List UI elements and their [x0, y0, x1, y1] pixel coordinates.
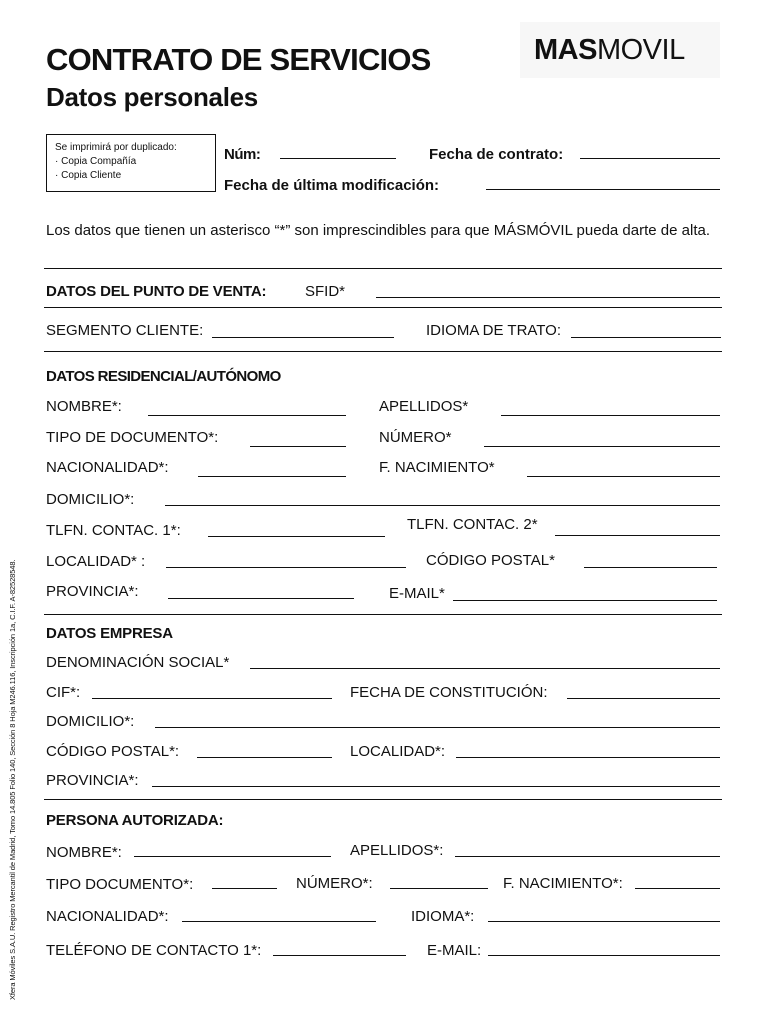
apellidos-field[interactable] — [501, 415, 720, 416]
autorizada-email-label: E-MAIL: — [427, 942, 482, 959]
tlfn1-field[interactable] — [208, 536, 385, 537]
domicilio-label: DOMICILIO*: — [46, 491, 135, 508]
codigo-postal-label: CÓDIGO POSTAL* — [426, 552, 555, 569]
autorizada-tipo-documento-field[interactable] — [212, 888, 277, 889]
idioma-trato-field[interactable] — [571, 337, 721, 338]
num-field[interactable] — [280, 158, 396, 159]
fecha-contrato-label: Fecha de contrato: — [429, 146, 564, 163]
autorizada-nombre-label: NOMBRE*: — [46, 844, 122, 861]
provincia-field[interactable] — [168, 598, 354, 599]
duplicate-notice-line: · Copia Cliente — [55, 170, 122, 181]
logo-light-text: MOVIL — [596, 34, 685, 66]
fecha-modificacion-label: Fecha de última modificación: — [224, 177, 440, 194]
apellidos-label: APELLIDOS* — [379, 398, 469, 415]
autorizada-f-nacimiento-label: F. NACIMIENTO*: — [503, 875, 623, 892]
sfid-label: SFID* — [305, 283, 346, 300]
fecha-constitucion-label: FECHA DE CONSTITUCIÓN: — [350, 684, 548, 701]
fecha-contrato-field[interactable] — [580, 158, 720, 159]
nacionalidad-field[interactable] — [198, 476, 346, 477]
autorizada-numero-field[interactable] — [390, 888, 488, 889]
cif-label: CIF*: — [46, 684, 81, 701]
codigo-postal-field[interactable] — [584, 567, 717, 568]
section-divider — [44, 614, 722, 615]
intro-text: Los datos que tienen un asterisco “*” son imprescindibles para que MÁSMÓVIL pueda darte de alta. — [46, 222, 710, 239]
nacionalidad-label: NACIONALIDAD*: — [46, 459, 169, 476]
section-divider — [44, 351, 722, 352]
section-divider — [44, 799, 722, 800]
domicilio-field[interactable] — [165, 505, 720, 506]
document-subtitle: Datos personales — [46, 82, 258, 112]
denominacion-label: DENOMINACIÓN SOCIAL* — [46, 654, 230, 671]
autorizada-telefono-field[interactable] — [273, 955, 406, 956]
masmovil-logo — [520, 22, 720, 78]
autorizada-nacionalidad-field[interactable] — [182, 921, 376, 922]
autorizada-nacionalidad-label: NACIONALIDAD*: — [46, 908, 169, 925]
autorizada-idioma-field[interactable] — [488, 921, 720, 922]
duplicate-notice-line: Se imprimirá por duplicado: — [55, 142, 177, 153]
numero-field[interactable] — [484, 446, 720, 447]
autorizada-tipo-documento-label: TIPO DOCUMENTO*: — [46, 876, 194, 893]
autorizada-numero-label: NÚMERO*: — [296, 875, 373, 892]
duplicate-notice-line: · Copia Compañía — [55, 156, 137, 167]
autorizada-idioma-label: IDIOMA*: — [411, 908, 475, 925]
section-divider — [44, 268, 722, 269]
legal-side-text: Xfera Móviles S.A.U. Registro Mercantil de Madrid, Tomo 14.805 Folio 140, Sección 8 Hoja M246.116, Inscripción 1a, C.I.F. A-82528548. — [8, 559, 17, 1000]
idioma-trato-label: IDIOMA DE TRATO: — [426, 322, 562, 339]
empresa-localidad-field[interactable] — [456, 757, 720, 758]
autorizada-telefono-label: TELÉFONO DE CONTACTO 1*: — [46, 942, 262, 959]
duplicate-notice-box — [46, 134, 216, 192]
fecha-constitucion-field[interactable] — [567, 698, 720, 699]
tlfn1-label: TLFN. CONTAC. 1*: — [46, 522, 181, 539]
nombre-label: NOMBRE*: — [46, 398, 122, 415]
nombre-field[interactable] — [148, 415, 346, 416]
num-label: Núm: — [224, 146, 261, 163]
f-nacimiento-label: F. NACIMIENTO* — [379, 459, 495, 476]
segmento-label: SEGMENTO CLIENTE: — [46, 322, 204, 339]
empresa-heading: DATOS EMPRESA — [46, 625, 173, 642]
cif-field[interactable] — [92, 698, 332, 699]
autorizada-apellidos-label: APELLIDOS*: — [350, 842, 444, 859]
localidad-field[interactable] — [166, 567, 406, 568]
empresa-provincia-label: PROVINCIA*: — [46, 772, 139, 789]
empresa-provincia-field[interactable] — [152, 786, 720, 787]
tlfn2-label: TLFN. CONTAC. 2* — [407, 516, 538, 533]
tipo-documento-label: TIPO DE DOCUMENTO*: — [46, 429, 219, 446]
punto-venta-heading: DATOS DEL PUNTO DE VENTA: — [46, 283, 267, 300]
autorizada-email-field[interactable] — [488, 955, 720, 956]
numero-label: NÚMERO* — [379, 429, 452, 446]
empresa-codigo-postal-label: CÓDIGO POSTAL*: — [46, 743, 180, 760]
denominacion-field[interactable] — [250, 668, 720, 669]
empresa-codigo-postal-field[interactable] — [197, 757, 332, 758]
empresa-domicilio-label: DOMICILIO*: — [46, 713, 135, 730]
logo-bold-text: MAS — [534, 34, 597, 66]
provincia-label: PROVINCIA*: — [46, 583, 139, 600]
residencial-heading: DATOS RESIDENCIAL/AUTÓNOMO — [46, 368, 281, 385]
fecha-modificacion-field[interactable] — [486, 189, 720, 190]
empresa-domicilio-field[interactable] — [155, 727, 720, 728]
document-title: CONTRATO DE SERVICIOS — [46, 42, 431, 77]
email-field[interactable] — [453, 600, 717, 601]
empresa-localidad-label: LOCALIDAD*: — [350, 743, 446, 760]
f-nacimiento-field[interactable] — [527, 476, 720, 477]
localidad-label: LOCALIDAD* : — [46, 553, 146, 570]
autorizada-apellidos-field[interactable] — [455, 856, 720, 857]
autorizada-f-nacimiento-field[interactable] — [635, 888, 720, 889]
autorizada-nombre-field[interactable] — [134, 856, 331, 857]
email-label: E-MAIL* — [389, 585, 445, 602]
segmento-field[interactable] — [212, 337, 394, 338]
autorizada-heading: PERSONA AUTORIZADA: — [46, 812, 224, 829]
tipo-documento-field[interactable] — [250, 446, 346, 447]
section-divider — [44, 307, 722, 308]
sfid-field[interactable] — [376, 297, 720, 298]
tlfn2-field[interactable] — [555, 535, 720, 536]
